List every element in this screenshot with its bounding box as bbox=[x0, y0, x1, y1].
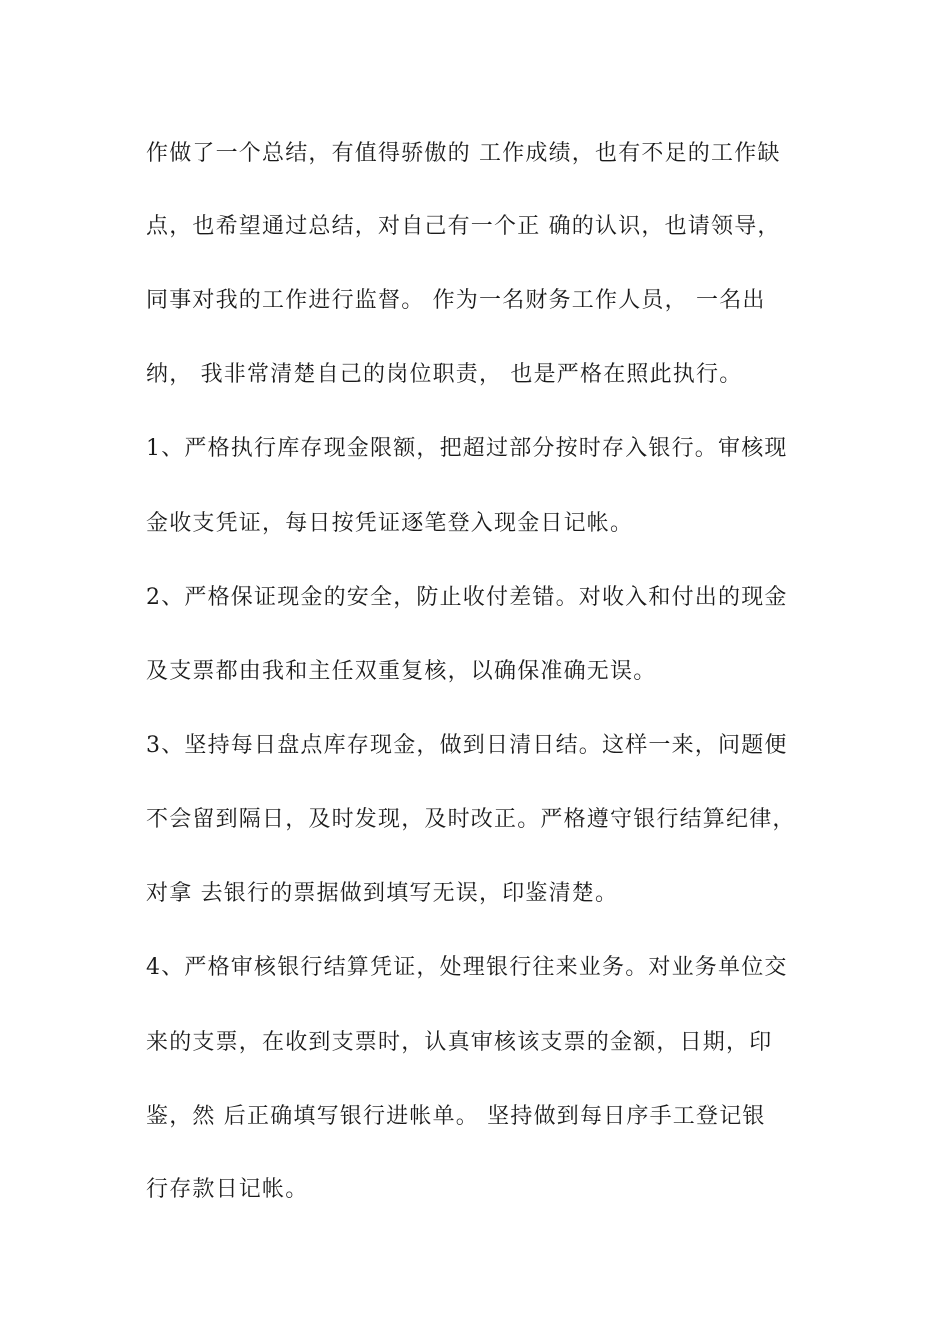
text-line: 纳， 我非常清楚自己的岗位职责， 也是严格在照此执行。 bbox=[146, 362, 743, 387]
text-line: 1、严格执行库存现金限额，把超过部分按时存入银行。审核现 bbox=[146, 436, 788, 461]
text-line: 3、坚持每日盘点库存现金，做到日清日结。这样一来，问题便 bbox=[146, 733, 788, 758]
text-line: 来的支票，在收到支票时，认真审核该支票的金额，日期，印 bbox=[146, 1030, 773, 1055]
text-line: 鉴，然 后正确填写银行进帐单。 坚持做到每日序手工登记银 bbox=[146, 1104, 766, 1129]
text-line: 不会留到隔日，及时发现，及时改正。严格遵守银行结算纪律， bbox=[146, 807, 796, 832]
text-line: 点，也希望通过总结，对自己有一个正 确的认识，也请领导， bbox=[146, 214, 781, 239]
text-line: 同事对我的工作进行监督。 作为一名财务工作人员， 一名出 bbox=[146, 288, 766, 313]
text-line: 金收支凭证，每日按凭证逐笔登入现金日记帐。 bbox=[146, 511, 634, 536]
text-line: 行存款日记帐。 bbox=[146, 1177, 309, 1202]
text-line: 及支票都由我和主任双重复核，以确保准确无误。 bbox=[146, 659, 657, 684]
text-line: 对拿 去银行的票据做到填写无误，印鉴清楚。 bbox=[146, 881, 619, 906]
text-line: 2、严格保证现金的安全，防止收付差错。对收入和付出的现金 bbox=[146, 585, 788, 610]
text-line: 4、严格审核银行结算凭证，处理银行往来业务。对业务单位交 bbox=[146, 955, 788, 980]
text-line: 作做了一个总结，有值得骄傲的 工作成绩，也有不足的工作缺 bbox=[146, 141, 781, 166]
